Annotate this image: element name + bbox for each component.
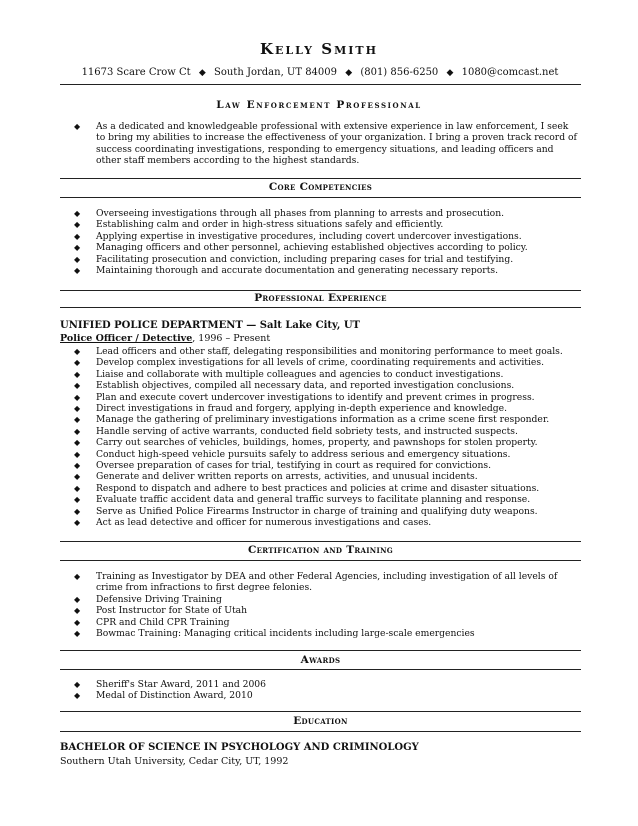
- list-item-text: Direct investigations in fraud and forgery, applying in-depth experience and knowledge.: [96, 403, 508, 415]
- list-item: [74, 448, 582, 460]
- diamond-bullet-icon: ◆: [74, 518, 81, 528]
- core-competencies-list: [74, 208, 580, 277]
- list-item: [74, 403, 582, 415]
- summary-list: [74, 121, 580, 167]
- section-divider: [60, 650, 581, 651]
- list-item-text: Medal of Distinction Award, 2010: [96, 690, 253, 702]
- education-heading: Education: [293, 715, 348, 727]
- list-item-text: Managing officers and other personnel, achieving established objectives according to policy.: [96, 242, 528, 254]
- diamond-bullet-icon: ◆: [74, 572, 81, 581]
- list-item-text: Sheriff's Star Award, 2011 and 2006: [96, 679, 266, 690]
- list-item: [74, 605, 580, 617]
- diamond-bullet-icon: ◆: [74, 483, 81, 493]
- diamond-bullet-icon: ◆: [74, 472, 81, 482]
- school-info: Southern Utah University, Cedar City, UT, 1992: [60, 756, 289, 767]
- job-role: [60, 333, 270, 344]
- certification-heading: Certification and Training: [247, 544, 394, 556]
- diamond-separator-icon: ◆: [198, 68, 206, 78]
- list-item: [74, 346, 582, 357]
- list-item: [74, 208, 580, 219]
- list-item-text: Lead officers and other staff, delegating responsibilities and monitoring performance to meet goals.: [96, 346, 563, 357]
- list-item-text: Applying expertise in investigative procedures, including covert undercover investigations.: [96, 230, 522, 242]
- list-item-text: Conduct high-speed vehicle pursuits safely to address serious and emergency situations.: [96, 448, 511, 460]
- city-text: South Jordan, UT 84009: [214, 67, 338, 78]
- list-item-text: Post Instructor for State of Utah: [96, 605, 248, 617]
- section-divider: [60, 560, 581, 561]
- employer-name: UNIFIED POLICE DEPARTMENT — Salt Lake City, UT: [60, 320, 360, 331]
- list-item: [74, 357, 582, 369]
- diamond-bullet-icon: ◆: [74, 449, 81, 459]
- diamond-bullet-icon: ◆: [74, 606, 81, 616]
- list-item-text: Develop complex investigations for all levels of crime, coordinating requirements and activities.: [96, 357, 544, 369]
- list-item: [74, 571, 580, 594]
- address-text: 11673 Scare Crow Ct: [81, 67, 191, 78]
- list-item: [74, 425, 582, 437]
- list-item: [74, 414, 582, 426]
- section-divider: [60, 711, 581, 712]
- diamond-bullet-icon: ◆: [74, 495, 81, 505]
- list-item-text: Manage the gathering of preliminary investigations information as a crime scene first responder.: [96, 414, 550, 426]
- list-item: [74, 121, 580, 167]
- list-item-text: Serve as Unified Police Firearms Instructor in charge of training and qualifying duty weapons.: [96, 505, 538, 517]
- list-item: [74, 690, 580, 702]
- list-item: [74, 494, 582, 506]
- list-item-text: Evaluate traffic accident data and general traffic surveys to facilitate planning and response.: [96, 494, 531, 506]
- list-item: [74, 380, 582, 392]
- job-title: Police Officer / Detective: [60, 333, 193, 344]
- list-item-text: Handle serving of active warrants, conducted field sobriety tests, and instructed suspects.: [96, 425, 518, 437]
- section-divider: [60, 290, 581, 291]
- list-item: [74, 482, 582, 494]
- diamond-bullet-icon: ◆: [74, 254, 81, 264]
- diamond-bullet-icon: ◆: [74, 461, 81, 471]
- awards-list: [74, 679, 580, 702]
- list-item: [74, 242, 580, 254]
- diamond-bullet-icon: ◆: [74, 438, 81, 448]
- list-item-text: Plan and execute covert undercover investigations to identify and prevent crimes in progress.: [96, 391, 535, 403]
- diamond-bullet-icon: ◆: [74, 122, 81, 131]
- list-item: [74, 253, 580, 265]
- list-item-text: Training as Investigator by DEA and other Federal Agencies, including investigation of all levels of crime from infractions to first degree felonies.: [96, 571, 558, 594]
- list-item-text: Establish objectives, compiled all necessary data, and reported investigation conclusions.: [96, 380, 515, 392]
- list-item: [74, 230, 580, 242]
- section-divider: [60, 307, 581, 308]
- list-item: [74, 265, 580, 277]
- job-dates: , 1996 – Present: [192, 333, 271, 344]
- contact-line: [60, 67, 580, 78]
- list-item: [74, 368, 582, 380]
- diamond-bullet-icon: ◆: [74, 629, 81, 639]
- section-divider: [60, 669, 581, 670]
- diamond-bullet-icon: ◆: [74, 209, 81, 218]
- list-item: [74, 219, 580, 231]
- diamond-bullet-icon: ◆: [74, 617, 81, 627]
- list-item: [74, 679, 580, 690]
- diamond-bullet-icon: ◆: [74, 594, 81, 604]
- diamond-bullet-icon: ◆: [74, 680, 81, 689]
- experience-list: [74, 346, 582, 529]
- diamond-bullet-icon: ◆: [74, 404, 81, 414]
- list-item-text: Liaise and collaborate with multiple colleagues and agencies to conduct investigations.: [96, 368, 504, 380]
- list-item: [74, 471, 582, 483]
- diamond-bullet-icon: ◆: [74, 220, 81, 230]
- email-text: 1080@comcast.net: [461, 67, 559, 78]
- diamond-bullet-icon: ◆: [74, 347, 81, 356]
- professional-title: Law Enforcement Professional: [216, 99, 422, 111]
- diamond-bullet-icon: ◆: [74, 243, 81, 253]
- diamond-bullet-icon: ◆: [74, 506, 81, 516]
- section-divider: [60, 197, 581, 198]
- diamond-separator-icon: ◆: [446, 68, 454, 78]
- list-item-text: Overseeing investigations through all phases from planning to arrests and prosecution.: [96, 208, 505, 219]
- list-item: [74, 517, 582, 529]
- diamond-bullet-icon: ◆: [74, 358, 81, 368]
- list-item-text: Generate and deliver written reports on arrests, activities, and unusual incidents.: [96, 471, 478, 483]
- core-competencies-heading: Core Competencies: [268, 181, 373, 193]
- list-item-text: CPR and Child CPR Training: [96, 616, 230, 628]
- section-divider: [60, 541, 581, 542]
- experience-heading: Professional Experience: [254, 292, 387, 304]
- list-item-text: Act as lead detective and officer for numerous investigations and cases.: [96, 517, 432, 529]
- list-item-text: As a dedicated and knowledgeable professional with extensive experience in law enforcement, I seek to bring my abilities to increase the effectiveness of your organization. I bring a proven track record of success coordinating investigations, responding to emergency situations, and leading officers and other staff members according to the highest standards.: [96, 121, 577, 167]
- header-divider: [60, 84, 581, 85]
- diamond-bullet-icon: ◆: [74, 691, 81, 701]
- diamond-bullet-icon: ◆: [74, 266, 81, 276]
- list-item-text: Defensive Driving Training: [96, 593, 222, 605]
- list-item-text: Carry out searches of vehicles, buildings, homes, property, and pawnshops for stolen property.: [96, 437, 538, 449]
- list-item: [74, 505, 582, 517]
- list-item: [74, 437, 582, 449]
- list-item-text: Facilitating prosecution and conviction, including preparing cases for trial and testifying.: [96, 253, 514, 265]
- list-item: [74, 460, 582, 472]
- diamond-separator-icon: ◆: [345, 68, 353, 78]
- list-item-text: Respond to dispatch and adhere to best practices and policies at crime and disaster situations.: [96, 482, 540, 494]
- certification-list: [74, 571, 580, 640]
- diamond-bullet-icon: ◆: [74, 381, 81, 391]
- list-item: [74, 628, 580, 640]
- section-divider: [60, 178, 581, 179]
- diamond-bullet-icon: ◆: [74, 415, 81, 425]
- diamond-bullet-icon: ◆: [74, 369, 81, 379]
- list-item: [74, 391, 582, 403]
- diamond-bullet-icon: ◆: [74, 426, 81, 436]
- list-item-text: Maintaining thorough and accurate documentation and generating necessary reports.: [96, 265, 499, 277]
- list-item: [74, 593, 580, 605]
- list-item-text: Oversee preparation of cases for trial, testifying in court as required for convictions.: [96, 460, 492, 472]
- diamond-bullet-icon: ◆: [74, 392, 81, 402]
- diamond-bullet-icon: ◆: [74, 231, 81, 241]
- awards-heading: Awards: [300, 654, 341, 666]
- list-item-text: Establishing calm and order in high-stress situations safely and efficiently.: [96, 219, 444, 231]
- list-item-text: Bowmac Training: Managing critical incidents including large-scale emergencies: [96, 628, 475, 640]
- section-divider: [60, 731, 581, 732]
- degree-title: BACHELOR OF SCIENCE IN PSYCHOLOGY AND CRIMINOLOGY: [60, 742, 419, 753]
- list-item: [74, 616, 580, 628]
- candidate-name: Kelly Smith: [260, 40, 378, 58]
- phone-text: (801) 856-6250: [360, 67, 439, 78]
